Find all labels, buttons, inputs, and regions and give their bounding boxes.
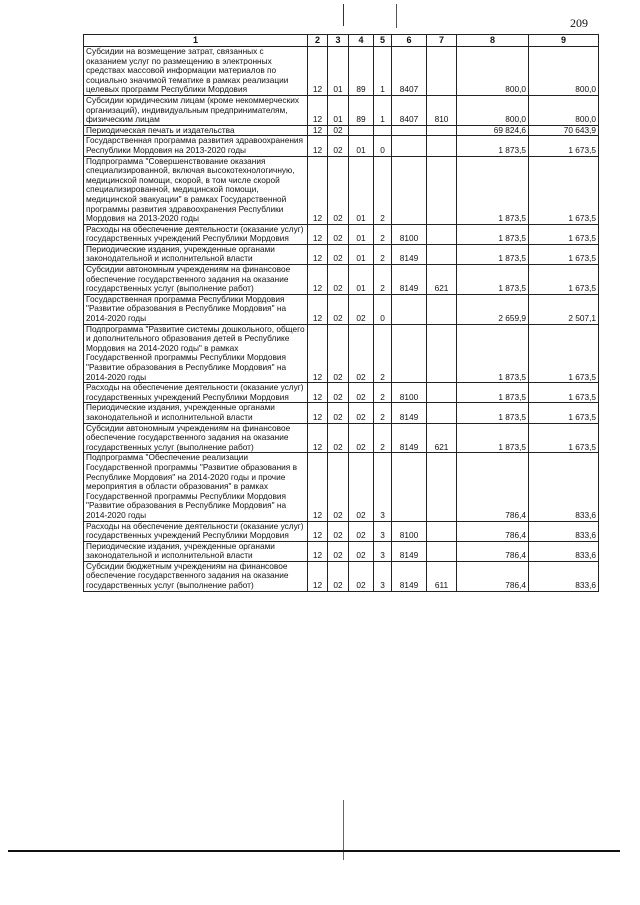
- row-name: Периодическая печать и издательства: [84, 125, 308, 136]
- cell-code: 12: [308, 265, 328, 295]
- cell-code: 02: [349, 423, 374, 453]
- cell-code: 12: [308, 324, 328, 383]
- cell-code: 02: [328, 324, 349, 383]
- cell-code: 02: [349, 453, 374, 521]
- col-header: 6: [392, 35, 427, 47]
- cell-code: 01: [349, 156, 374, 224]
- table-row: [84, 521, 599, 541]
- cell-amount: 1 873,5: [457, 224, 529, 244]
- cell-amount: 1 673,5: [529, 324, 599, 383]
- cell-code: 01: [328, 95, 349, 125]
- cell-code: [427, 224, 457, 244]
- table-row: [84, 136, 599, 156]
- cell-code: 02: [349, 561, 374, 591]
- cell-code: 810: [427, 95, 457, 125]
- table-row: [84, 561, 599, 591]
- cell-code: 12: [308, 453, 328, 521]
- table-row: [84, 47, 599, 96]
- col-header: 8: [457, 35, 529, 47]
- cell-amount: 1 673,5: [529, 265, 599, 295]
- cell-code: 8149: [392, 265, 427, 295]
- cell-code: [427, 453, 457, 521]
- cell-amount: 1 873,5: [457, 383, 529, 403]
- cell-code: 02: [328, 224, 349, 244]
- cell-code: 3: [374, 521, 392, 541]
- cell-code: 8149: [392, 541, 427, 561]
- row-name: Расходы на обеспечение деятельности (оказание услуг) государственных учреждений Республики Мордовия: [84, 383, 308, 403]
- row-name: Периодические издания, учрежденные органами законодательной и исполнительной власти: [84, 244, 308, 264]
- cell-code: 02: [349, 324, 374, 383]
- cell-code: [392, 136, 427, 156]
- cell-code: 12: [308, 561, 328, 591]
- cell-amount: 800,0: [457, 47, 529, 96]
- row-name: Государственная программа развития здравоохранения Республики Мордовия на 2013-2020 годы: [84, 136, 308, 156]
- cell-code: 12: [308, 521, 328, 541]
- cell-code: 12: [308, 383, 328, 403]
- cell-code: [427, 521, 457, 541]
- cell-amount: 2 507,1: [529, 294, 599, 324]
- cell-code: 1: [374, 47, 392, 96]
- cell-code: 12: [308, 47, 328, 96]
- cell-amount: 786,4: [457, 561, 529, 591]
- cell-code: 12: [308, 294, 328, 324]
- cell-code: [392, 156, 427, 224]
- cell-code: 89: [349, 95, 374, 125]
- cell-code: 3: [374, 541, 392, 561]
- cell-code: 12: [308, 95, 328, 125]
- row-name: Периодические издания, учрежденные органами законодательной и исполнительной власти: [84, 403, 308, 423]
- table-row: [84, 224, 599, 244]
- cell-amount: 1 873,5: [457, 136, 529, 156]
- cell-code: [427, 47, 457, 96]
- cell-amount: 1 873,5: [457, 265, 529, 295]
- cell-code: 02: [328, 423, 349, 453]
- cell-code: 01: [349, 244, 374, 264]
- cell-code: 02: [328, 294, 349, 324]
- cell-amount: 2 659,9: [457, 294, 529, 324]
- table-row: [84, 156, 599, 224]
- cell-amount: 833,6: [529, 453, 599, 521]
- cell-amount: 833,6: [529, 541, 599, 561]
- scan-mark: [343, 4, 344, 26]
- col-header: 4: [349, 35, 374, 47]
- cell-amount: 1 673,5: [529, 423, 599, 453]
- table-row: [84, 244, 599, 264]
- page-bottom-rule: [8, 850, 620, 852]
- cell-code: 3: [374, 453, 392, 521]
- cell-amount: 800,0: [529, 95, 599, 125]
- cell-code: 2: [374, 265, 392, 295]
- cell-amount: 1 673,5: [529, 383, 599, 403]
- cell-code: 01: [349, 224, 374, 244]
- table-row: [84, 95, 599, 125]
- cell-amount: 1 873,5: [457, 156, 529, 224]
- cell-code: 8149: [392, 423, 427, 453]
- cell-code: 02: [328, 156, 349, 224]
- cell-code: 02: [349, 294, 374, 324]
- cell-amount: 70 643,9: [529, 125, 599, 136]
- cell-code: 02: [328, 383, 349, 403]
- cell-code: 02: [349, 383, 374, 403]
- cell-amount: 1 873,5: [457, 403, 529, 423]
- cell-amount: 1 873,5: [457, 244, 529, 264]
- page-number: 209: [570, 16, 588, 30]
- row-name: Субсидии юридическим лицам (кроме некоммерческих организаций), индивидуальным предпринимателям, физическим лицам: [84, 95, 308, 125]
- row-name: Государственная программа Республики Мордовия "Развитие образования в Республике Мордовия" на 2014-2020 годы: [84, 294, 308, 324]
- cell-code: [427, 324, 457, 383]
- cell-amount: 1 873,5: [457, 423, 529, 453]
- cell-code: 12: [308, 244, 328, 264]
- cell-code: 2: [374, 324, 392, 383]
- cell-amount: 786,4: [457, 521, 529, 541]
- cell-amount: 69 824,6: [457, 125, 529, 136]
- cell-code: 02: [328, 244, 349, 264]
- table-row: [84, 423, 599, 453]
- cell-code: 3: [374, 561, 392, 591]
- cell-code: [427, 294, 457, 324]
- cell-code: [392, 324, 427, 383]
- cell-amount: 800,0: [529, 47, 599, 96]
- table-row: [84, 453, 599, 521]
- cell-code: 12: [308, 156, 328, 224]
- cell-code: 621: [427, 423, 457, 453]
- table-row: [84, 541, 599, 561]
- cell-code: [349, 125, 374, 136]
- table-row: [84, 324, 599, 383]
- cell-code: 89: [349, 47, 374, 96]
- cell-code: [392, 125, 427, 136]
- cell-code: 02: [349, 541, 374, 561]
- table-row: [84, 403, 599, 423]
- cell-code: 8149: [392, 244, 427, 264]
- cell-amount: 1 873,5: [457, 324, 529, 383]
- cell-code: 02: [328, 125, 349, 136]
- cell-code: 8100: [392, 521, 427, 541]
- col-header: 9: [529, 35, 599, 47]
- cell-code: 12: [308, 541, 328, 561]
- cell-code: 02: [328, 453, 349, 521]
- cell-code: 02: [328, 265, 349, 295]
- cell-code: 2: [374, 156, 392, 224]
- cell-code: 8407: [392, 95, 427, 125]
- row-name: Субсидии автономным учреждениям на финансовое обеспечение государственного задания на оказание государственных услуг (выполнение работ): [84, 423, 308, 453]
- row-name: Подпрограмма "Совершенствование оказания специализированной, включая высокотехнологичную, медицинской помощи, скорой, в том числе скорой специализированной, медицинской помощи, медицинской эвакуации" в рамках Государственной программы развития здравоохранения Республики Мордовия на 2013-2020 годы: [84, 156, 308, 224]
- col-header: 5: [374, 35, 392, 47]
- row-name: Субсидии автономным учреждениям на финансовое обеспечение государственного задания на оказание государственных услуг (выполнение работ): [84, 265, 308, 295]
- cell-amount: 833,6: [529, 561, 599, 591]
- row-name: Расходы на обеспечение деятельности (оказание услуг) государственных учреждений Республики Мордовия: [84, 521, 308, 541]
- cell-code: [427, 541, 457, 561]
- cell-amount: 786,4: [457, 541, 529, 561]
- cell-amount: 1 673,5: [529, 403, 599, 423]
- cell-code: 12: [308, 136, 328, 156]
- cell-code: 2: [374, 224, 392, 244]
- cell-code: 611: [427, 561, 457, 591]
- cell-code: 0: [374, 136, 392, 156]
- cell-code: 2: [374, 423, 392, 453]
- cell-code: 02: [349, 403, 374, 423]
- cell-code: 8100: [392, 224, 427, 244]
- row-name: Субсидии бюджетным учреждениям на финансовое обеспечение государственного задания на оказание государственных услуг (выполнение работ): [84, 561, 308, 591]
- cell-amount: 833,6: [529, 521, 599, 541]
- cell-code: 01: [328, 47, 349, 96]
- cell-code: 02: [328, 136, 349, 156]
- cell-code: 8149: [392, 561, 427, 591]
- cell-code: 621: [427, 265, 457, 295]
- cell-code: 8407: [392, 47, 427, 96]
- col-header: 7: [427, 35, 457, 47]
- cell-code: 12: [308, 403, 328, 423]
- cell-code: 02: [349, 521, 374, 541]
- cell-code: 12: [308, 224, 328, 244]
- cell-code: [374, 125, 392, 136]
- budget-table: [83, 34, 599, 592]
- cell-amount: 1 673,5: [529, 136, 599, 156]
- cell-code: 12: [308, 423, 328, 453]
- cell-amount: 1 673,5: [529, 224, 599, 244]
- cell-code: 2: [374, 403, 392, 423]
- cell-code: 02: [328, 561, 349, 591]
- cell-code: 2: [374, 244, 392, 264]
- cell-code: 8100: [392, 383, 427, 403]
- scan-mark: [396, 4, 397, 28]
- cell-code: 02: [328, 541, 349, 561]
- cell-code: [427, 156, 457, 224]
- col-header: 2: [308, 35, 328, 47]
- cell-code: [427, 383, 457, 403]
- cell-code: [427, 403, 457, 423]
- cell-code: [392, 294, 427, 324]
- header-row: [84, 35, 599, 47]
- cell-code: [392, 453, 427, 521]
- row-name: Периодические издания, учрежденные органами законодательной и исполнительной власти: [84, 541, 308, 561]
- row-name: Подпрограмма "Развитие системы дошкольного, общего и дополнительного образования детей в Республике Мордовия на 2014-2020 годы" в рамках Государственной программы Республики Мордовия "Развитие образования в Республике Мордовия" на 2014-2020 годы: [84, 324, 308, 383]
- cell-code: [427, 136, 457, 156]
- table-row: [84, 125, 599, 136]
- cell-code: 12: [308, 125, 328, 136]
- cell-code: 01: [349, 265, 374, 295]
- table-row: [84, 265, 599, 295]
- cell-amount: 800,0: [457, 95, 529, 125]
- col-header: 1: [84, 35, 308, 47]
- row-name: Подпрограмма "Обеспечение реализации Государственной программы "Развитие образования в Республике Мордовия" на 2014-2020 годы и прочие мероприятия в области образования" в рамках Государственной программы Республики Мордовия "Развитие образования в Республике Мордовия" на 2014-2020 годы: [84, 453, 308, 521]
- table-body: [84, 47, 599, 592]
- col-header: 3: [328, 35, 349, 47]
- cell-code: 01: [349, 136, 374, 156]
- row-name: Расходы на обеспечение деятельности (оказание услуг) государственных учреждений Республики Мордовия: [84, 224, 308, 244]
- cell-code: 2: [374, 383, 392, 403]
- table-row: [84, 294, 599, 324]
- cell-code: 1: [374, 95, 392, 125]
- table-row: [84, 383, 599, 403]
- cell-amount: 1 673,5: [529, 244, 599, 264]
- cell-code: 02: [328, 521, 349, 541]
- cell-amount: 786,4: [457, 453, 529, 521]
- cell-code: 8149: [392, 403, 427, 423]
- row-name: Субсидии на возмещение затрат, связанных с оказанием услуг по размещению в электронных средствах массовой информации материалов по социально значимой тематике в рамках реализации целевых программ Республики Мордовия: [84, 47, 308, 96]
- cell-code: 02: [328, 403, 349, 423]
- cell-code: [427, 125, 457, 136]
- cell-code: [427, 244, 457, 264]
- cell-amount: 1 673,5: [529, 156, 599, 224]
- cell-code: 0: [374, 294, 392, 324]
